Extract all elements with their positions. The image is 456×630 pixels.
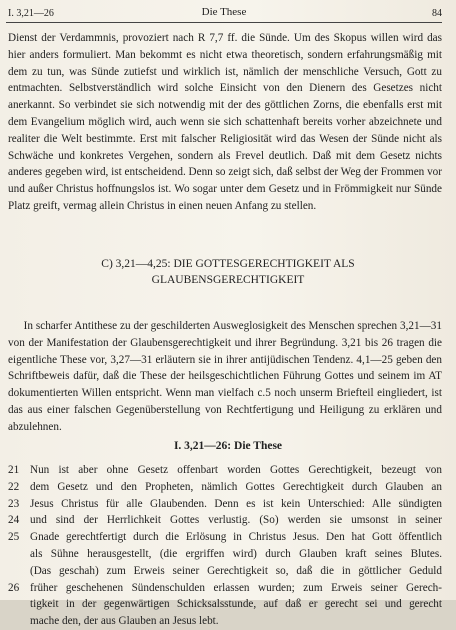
section-paragraph: In scharfer Antithese zu der geschilderten Ausweglosigkeit des Menschen sprechen 3,21—31 von der Manifestation der Glaubensgerechtigkeit und ihrer Begründung. 3,21 bis 26 tragen die eigentliche These vor, 3,27—31 erläutern sie in ihrer antijüdischen Tendenz. 4,1—25 geben den Schriftbeweis dafür, daß die These der heilsgeschichtlichen Führung Gottes und seinem im AT dokumentierten Willen entspricht. Wenn man vielfach c.5 noch unserm Briefteil eingliedert, ist das aus einer falschen Gegenüberstellung von Rechtfertigung und Heiligung zu erklären und abzulehnen. (8, 320, 442, 433)
section-heading (40, 256, 416, 288)
verse-line (8, 613, 442, 630)
running-head (6, 4, 442, 23)
verse-line (8, 479, 442, 496)
page-number: 84 (432, 8, 442, 19)
section-heading-line-1: C) 3,21—4,25: DIE GOTTESGERECHTIGKEIT ALS (101, 258, 355, 270)
verse-text: Gnade gerechtfertigt durch die Erlösung in Christus Jesus. Den hat Gott öffentlich (30, 531, 442, 544)
section-heading-line-2: GLAUBENSGERECHTIGKEIT (151, 274, 305, 286)
verse-number: 25 (8, 531, 20, 544)
verse-text: mache den, der aus Glauben an Jesus lebt. (30, 615, 219, 628)
verse-text: und sind der Herrlichkeit Gottes verlustig. (So) werden sie umsonst in seiner (30, 514, 442, 527)
verse-text: dem Gesetz und den Propheten, nämlich Gottes Gerechtigkeit durch Glauben an (30, 480, 442, 493)
running-head-section: I. 3,21—26 (8, 8, 54, 19)
intro-paragraph: Dienst der Verdammnis, provoziert nach R 7,7 ff. die Sünde. Um des Skopus willen wird das hier anders formuliert. Man bekommt es nicht etwa theoretisch, sondern erfahrungsmäßig mit dem zu tun, was Sünde zutiefst und wirklich ist, nämlich der menschliche Versuch, Gott zu entmachten. Selbstverständlich wird solche Einsicht von den Dienern des Gesetzes nicht anerkannt. So verbindet sie sich notwendig mit der des göttlichen Zorns, die ebenfalls erst mit dem Evangelium möglich wird, auch wenn sie sich schattenhaft bereits vorher abzeichnete und realiter die Welt bestimmte. Erst mit falscher Religiosität wird das Wesen der Sünde nicht als Schwäche und konkretes Vergehen, sondern als Frevel deutlich. Daß mit dem Gesetz nichts anderes gegeben wird, ist entscheidend. Denn so zeigt sich, daß selbst der Weg der Frommen vor und außer Christus hoffnungslos ist. Wo sogar unter dem Gesetz und in Frömmigkeit nur Sünde Platz greift, vermag allein Christus in einen neuen Anfang zu stellen. (8, 32, 442, 212)
verse-line (8, 512, 442, 529)
subsection-heading: I. 3,21—26: Die These (173, 440, 283, 452)
verse-line (8, 563, 442, 580)
verse-number: 24 (8, 514, 20, 527)
verse-translation (8, 462, 442, 630)
verse-number: 26 (8, 581, 20, 594)
verse-text: (Das geschah) zum Erweis seiner Gerechtigkeit so, daß die in göttlicher Geduld (30, 564, 442, 577)
verse-text: als Sühne herausgestellt, (die ergriffen wird) durch Glauben kraft seines Blutes. (30, 547, 442, 560)
verse-line (8, 529, 442, 546)
verse-line (8, 546, 442, 563)
verse-number: 23 (8, 497, 20, 510)
verse-text: Jesus Christus für alle Glaubenden. Denn es ist kein Unterschied: Alle sündigten (30, 497, 442, 510)
verse-text: früher geschehenen Sündenschulden erlassen wurden; zum Erweis seiner Gerech- (30, 581, 442, 594)
verse-text: Nun ist aber ohne Gesetz offenbart worden Gottes Gerechtigkeit, bezeugt von (30, 464, 442, 476)
verse-number: 21 (8, 464, 20, 476)
verse-line (8, 580, 442, 597)
verse-line (8, 496, 442, 513)
verse-number: 22 (8, 480, 20, 493)
verse-line (8, 596, 442, 613)
verse-line (8, 462, 442, 479)
running-head-title: Die These (201, 6, 247, 18)
verse-text: tigkeit in der gegenwärtigen Schicksalsstunde, auf daß er gerecht sei und gerecht (30, 598, 442, 611)
